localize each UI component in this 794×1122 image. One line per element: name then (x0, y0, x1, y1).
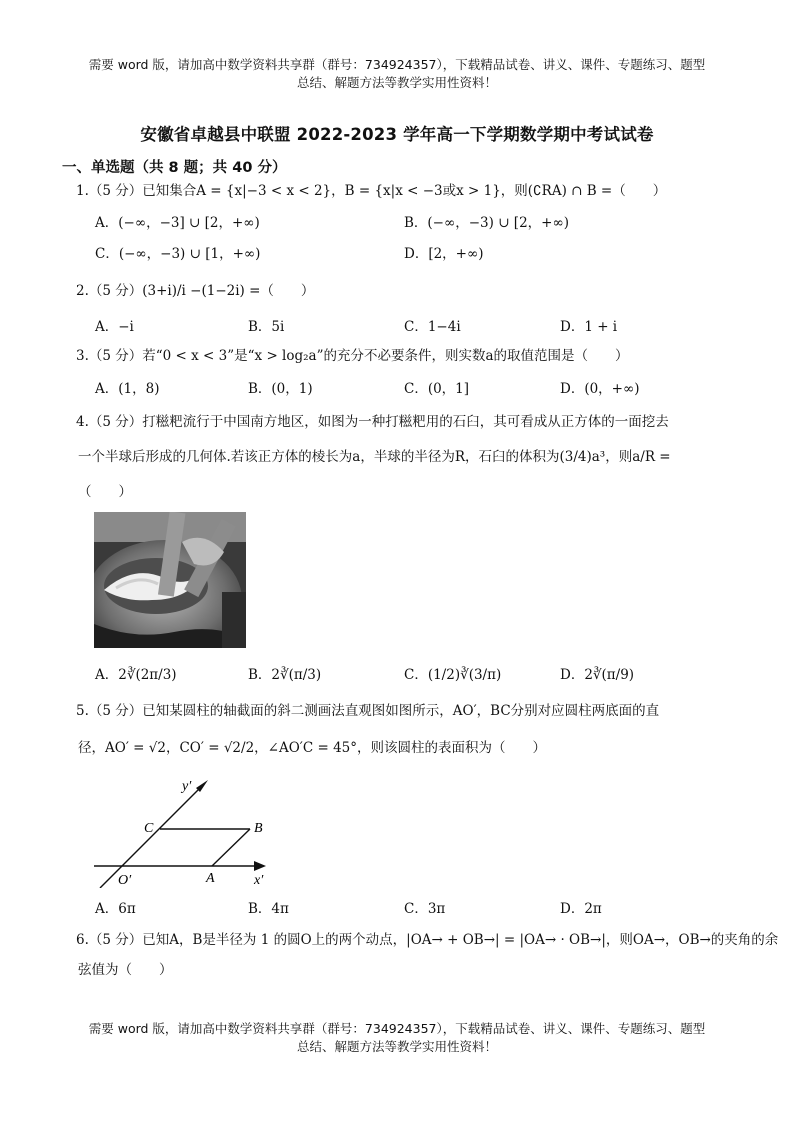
question-3-stem: 3.（5 分）若“0 < x < 3”是“x > log₂a”的充分不必要条件，则实数a的取值范围是（ ） (76, 348, 629, 364)
banner-line-1: 需要 word 版，请加高中数学资料共享群（群号：734924357），下载精品试卷、讲义、课件、专题练习、题型 (88, 57, 706, 72)
q4-option-a: A．2∛(2π/3) (95, 667, 177, 683)
footer-banner-line-1: 需要 word 版，请加高中数学资料共享群（群号：734924357），下载精品试卷、讲义、课件、专题练习、题型 (88, 1021, 706, 1036)
q3-option-d: D．(0，+∞) (560, 381, 640, 397)
q4-option-d: D．2∛(π/9) (560, 667, 635, 683)
q2-option-c: C．1−4i (404, 319, 461, 335)
label-x-axis: x′ (254, 873, 264, 888)
segment-ba (212, 829, 250, 866)
q5-option-d: D．2π (560, 901, 602, 917)
question-4-stem-line-2: 一个半球后形成的几何体.若该正方体的棱长为a，半球的半径为R，石臼的体积为(3/4)a³，则a/R = (78, 449, 671, 465)
q1-option-a: A．(−∞，−3] ∪ [2，+∞) (95, 215, 260, 231)
q3-option-b: B．(0，1) (248, 381, 313, 397)
q4-option-c: C．(1/2)∛(3/π) (404, 667, 502, 683)
q4-option-b: B．2∛(π/3) (248, 667, 322, 683)
oblique-projection-diagram (90, 774, 280, 888)
q3-option-a: A．(1，8) (95, 381, 160, 397)
section-heading: 一、单选题（共 8 题；共 40 分） (62, 160, 287, 176)
stone-mortar-image (94, 512, 246, 648)
question-5-stem-line-2: 径，AO′ = √2，CO′ = √2/2，∠AO′C = 45°，则该圆柱的表面积为（ ） (78, 740, 546, 756)
q2-option-b: B．5i (248, 319, 285, 335)
y-axis-line (100, 784, 204, 888)
q1-option-b: B．(−∞，−3) ∪ [2，+∞) (404, 215, 569, 231)
label-y-axis: y′ (182, 779, 192, 794)
q5-option-b: B．4π (248, 901, 289, 917)
question-1-stem: 1.（5 分）已知集合A = {x|−3 < x < 2}，B = {x|x < −3或x > 1}，则(∁RA) ∩ B =（ ） (76, 183, 667, 199)
question-4-stem-line-3: （ ） (78, 484, 132, 500)
banner-line-2: 总结、解题方法等教学实用性资料！ (296, 75, 497, 90)
q5-option-c: C．3π (404, 901, 446, 917)
page-title: 安徽省卓越县中联盟 2022-2023 学年高一下学期数学期中考试试卷 (140, 125, 654, 144)
q3-option-c: C．(0，1] (404, 381, 470, 397)
stone-mortar-photo (94, 512, 246, 648)
x-axis-arrow-icon (254, 861, 266, 871)
q5-option-a: A．6π (95, 901, 136, 917)
question-4-stem-line-1: 4.（5 分）打糍粑流行于中国南方地区，如图为一种打糍粑用的石臼，其可看成从正方体的一面挖去 (76, 414, 669, 430)
label-point-b: B (254, 821, 263, 836)
question-6-stem-line-1: 6.（5 分）已知A，B是半径为 1 的圆O上的两个动点，|OA→ + OB→| = |OA→ · OB→|，则OA→，OB→的夹角的余 (76, 932, 779, 948)
label-point-c: C (144, 821, 154, 836)
footer-banner-line-2: 总结、解题方法等教学实用性资料！ (296, 1039, 497, 1054)
q1-option-c: C．(−∞，−3) ∪ [1，+∞) (95, 246, 261, 262)
footer-banner (60, 1020, 734, 1056)
q2-option-a: A．−i (95, 319, 134, 335)
question-6-stem-line-2: 弦值为（ ） (78, 962, 173, 978)
question-5-stem-line-1: 5.（5 分）已知某圆柱的轴截面的斜二测画法直观图如图所示，AO′，BC分别对应圆柱两底面的直 (76, 703, 660, 719)
header-banner (60, 56, 734, 92)
q1-option-d: D．[2，+∞) (404, 246, 484, 262)
q2-option-d: D．1 + i (560, 319, 618, 335)
label-point-a: A (206, 871, 215, 886)
label-origin: O′ (118, 873, 132, 888)
question-2-stem: 2.（5 分）(3+i)/i −(1−2i) =（ ） (76, 283, 315, 299)
